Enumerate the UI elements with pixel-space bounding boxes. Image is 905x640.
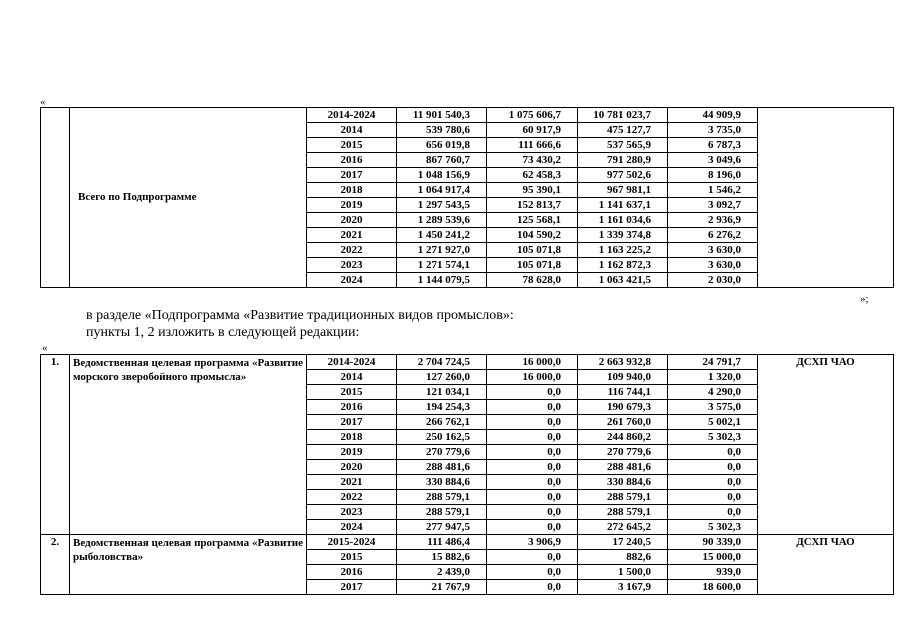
- value-cell: 0,0: [487, 565, 578, 580]
- period-cell: 2023: [307, 505, 397, 520]
- value-cell: 0,0: [487, 445, 578, 460]
- value-cell: 1 163 225,2: [578, 243, 668, 258]
- value-cell: 10 781 023,7: [578, 108, 668, 123]
- value-cell: 121 034,1: [397, 385, 487, 400]
- period-cell: 2016: [307, 153, 397, 168]
- value-cell: 250 162,5: [397, 430, 487, 445]
- value-cell: 111 486,4: [397, 535, 487, 550]
- period-cell: 2015: [307, 385, 397, 400]
- period-cell: 2014-2024: [307, 355, 397, 370]
- value-cell: 330 884,6: [397, 475, 487, 490]
- value-cell: 105 071,8: [487, 258, 578, 273]
- value-cell: 330 884,6: [578, 475, 668, 490]
- value-cell: 125 568,1: [487, 213, 578, 228]
- value-cell: 656 019,8: [397, 138, 487, 153]
- value-cell: 5 302,3: [668, 430, 758, 445]
- value-cell: 1 063 421,5: [578, 273, 668, 288]
- value-cell: 3 092,7: [668, 198, 758, 213]
- value-cell: 939,0: [668, 565, 758, 580]
- value-cell: 1 546,2: [668, 183, 758, 198]
- value-cell: 1 144 079,5: [397, 273, 487, 288]
- value-cell: 272 645,2: [578, 520, 668, 535]
- value-cell: 867 760,7: [397, 153, 487, 168]
- value-cell: 3 735,0: [668, 123, 758, 138]
- value-cell: 190 679,3: [578, 400, 668, 415]
- period-cell: 2024: [307, 520, 397, 535]
- value-cell: 288 579,1: [578, 490, 668, 505]
- period-cell: 2020: [307, 213, 397, 228]
- value-cell: 1 500,0: [578, 565, 668, 580]
- value-cell: 0,0: [487, 385, 578, 400]
- value-cell: 2 663 932,8: [578, 355, 668, 370]
- value-cell: 194 254,3: [397, 400, 487, 415]
- value-cell: 95 390,1: [487, 183, 578, 198]
- period-cell: 2024: [307, 273, 397, 288]
- value-cell: 0,0: [487, 400, 578, 415]
- value-cell: 244 860,2: [578, 430, 668, 445]
- value-cell: 21 767,9: [397, 580, 487, 595]
- value-cell: 261 760,0: [578, 415, 668, 430]
- executor-cell: ДСХП ЧАО: [758, 535, 894, 595]
- value-cell: 2 936,9: [668, 213, 758, 228]
- value-cell: 3 630,0: [668, 258, 758, 273]
- value-cell: 0,0: [668, 460, 758, 475]
- value-cell: 2 030,0: [668, 273, 758, 288]
- value-cell: 0,0: [487, 415, 578, 430]
- value-cell: 1 161 034,6: [578, 213, 668, 228]
- value-cell: 1 075 606,7: [487, 108, 578, 123]
- value-cell: 3 575,0: [668, 400, 758, 415]
- value-cell: 537 565,9: [578, 138, 668, 153]
- value-cell: 78 628,0: [487, 273, 578, 288]
- executor-cell: [758, 108, 894, 288]
- value-cell: 60 917,9: [487, 123, 578, 138]
- value-cell: 152 813,7: [487, 198, 578, 213]
- value-cell: 6 276,2: [668, 228, 758, 243]
- value-cell: 109 940,0: [578, 370, 668, 385]
- value-cell: 44 909,9: [668, 108, 758, 123]
- value-cell: 1 162 872,3: [578, 258, 668, 273]
- value-cell: 1 289 539,6: [397, 213, 487, 228]
- instruction-line: пункты 1, 2 изложить в следующей редакции:: [86, 325, 360, 340]
- item-number: 2.: [41, 535, 70, 595]
- value-cell: 0,0: [487, 460, 578, 475]
- value-cell: 0,0: [668, 475, 758, 490]
- value-cell: 15 000,0: [668, 550, 758, 565]
- value-cell: 16 000,0: [487, 355, 578, 370]
- period-cell: 2021: [307, 475, 397, 490]
- program-title: Ведомственная целевая программа «Развитие рыболовства»: [70, 535, 307, 595]
- value-cell: 127 260,0: [397, 370, 487, 385]
- value-cell: 2 704 724,5: [397, 355, 487, 370]
- value-cell: 17 240,5: [578, 535, 668, 550]
- value-cell: 0,0: [668, 445, 758, 460]
- value-cell: 0,0: [668, 490, 758, 505]
- value-cell: 3 906,9: [487, 535, 578, 550]
- value-cell: 116 744,1: [578, 385, 668, 400]
- value-cell: 270 779,6: [397, 445, 487, 460]
- opening-quote-2: «: [42, 342, 48, 354]
- value-cell: 0,0: [487, 520, 578, 535]
- value-cell: 277 947,5: [397, 520, 487, 535]
- period-cell: 2016: [307, 400, 397, 415]
- value-cell: 73 430,2: [487, 153, 578, 168]
- period-cell: 2014-2024: [307, 108, 397, 123]
- value-cell: 0,0: [487, 505, 578, 520]
- period-cell: 2016: [307, 565, 397, 580]
- value-cell: 1 450 241,2: [397, 228, 487, 243]
- value-cell: 288 579,1: [578, 505, 668, 520]
- value-cell: 1 271 574,1: [397, 258, 487, 273]
- value-cell: 0,0: [668, 505, 758, 520]
- value-cell: 0,0: [487, 580, 578, 595]
- period-cell: 2022: [307, 243, 397, 258]
- value-cell: 882,6: [578, 550, 668, 565]
- value-cell: 288 481,6: [578, 460, 668, 475]
- value-cell: 3 049,6: [668, 153, 758, 168]
- value-cell: 791 280,9: [578, 153, 668, 168]
- period-cell: 2018: [307, 430, 397, 445]
- value-cell: 0,0: [487, 490, 578, 505]
- value-cell: 3 630,0: [668, 243, 758, 258]
- value-cell: 270 779,6: [578, 445, 668, 460]
- value-cell: 1 320,0: [668, 370, 758, 385]
- value-cell: 266 762,1: [397, 415, 487, 430]
- period-cell: 2023: [307, 258, 397, 273]
- value-cell: 2 439,0: [397, 565, 487, 580]
- value-cell: 1 141 637,1: [578, 198, 668, 213]
- value-cell: 6 787,3: [668, 138, 758, 153]
- period-cell: 2017: [307, 168, 397, 183]
- value-cell: 539 780,6: [397, 123, 487, 138]
- value-cell: 0,0: [487, 430, 578, 445]
- value-cell: 24 791,7: [668, 355, 758, 370]
- value-cell: 967 981,1: [578, 183, 668, 198]
- period-cell: 2020: [307, 460, 397, 475]
- period-cell: 2019: [307, 198, 397, 213]
- value-cell: 288 481,6: [397, 460, 487, 475]
- period-cell: 2015: [307, 550, 397, 565]
- value-cell: 288 579,1: [397, 490, 487, 505]
- value-cell: 15 882,6: [397, 550, 487, 565]
- value-cell: 0,0: [487, 475, 578, 490]
- value-cell: 475 127,7: [578, 123, 668, 138]
- value-cell: 11 901 540,3: [397, 108, 487, 123]
- value-cell: 111 666,6: [487, 138, 578, 153]
- value-cell: 4 290,0: [668, 385, 758, 400]
- executor-cell: ДСХП ЧАО: [758, 355, 894, 535]
- value-cell: 977 502,6: [578, 168, 668, 183]
- period-cell: 2018: [307, 183, 397, 198]
- value-cell: 18 600,0: [668, 580, 758, 595]
- value-cell: 288 579,1: [397, 505, 487, 520]
- row-number-cell: [41, 108, 70, 288]
- subprogram-measures-table: [40, 354, 894, 595]
- period-cell: 2015: [307, 138, 397, 153]
- period-cell: 2019: [307, 445, 397, 460]
- value-cell: 1 048 156,9: [397, 168, 487, 183]
- table-row: [41, 355, 894, 370]
- value-cell: 16 000,0: [487, 370, 578, 385]
- value-cell: 62 458,3: [487, 168, 578, 183]
- subprogram-total-table: [40, 107, 894, 288]
- period-cell: 2022: [307, 490, 397, 505]
- period-cell: 2021: [307, 228, 397, 243]
- section-reference-line: в разделе «Подпрограмма «Развитие традиционных видов промыслов»:: [86, 308, 514, 323]
- opening-quote-1: «: [40, 96, 46, 108]
- value-cell: 1 297 543,5: [397, 198, 487, 213]
- period-cell: 2014: [307, 370, 397, 385]
- subprogram-total-label: Всего по Подпрограмме: [70, 108, 307, 288]
- value-cell: 3 167,9: [578, 580, 668, 595]
- closing-quote: »;: [860, 293, 869, 305]
- value-cell: 5 002,1: [668, 415, 758, 430]
- period-cell: 2017: [307, 580, 397, 595]
- value-cell: 104 590,2: [487, 228, 578, 243]
- value-cell: 1 271 927,0: [397, 243, 487, 258]
- value-cell: 105 071,8: [487, 243, 578, 258]
- program-title: Ведомственная целевая программа «Развитие морского зверобойного промысла»: [70, 355, 307, 535]
- value-cell: 0,0: [487, 550, 578, 565]
- table-row: [41, 108, 894, 123]
- table-row: [41, 535, 894, 550]
- value-cell: 5 302,3: [668, 520, 758, 535]
- value-cell: 1 064 917,4: [397, 183, 487, 198]
- period-cell: 2015-2024: [307, 535, 397, 550]
- value-cell: 1 339 374,8: [578, 228, 668, 243]
- item-number: 1.: [41, 355, 70, 535]
- period-cell: 2014: [307, 123, 397, 138]
- period-cell: 2017: [307, 415, 397, 430]
- value-cell: 8 196,0: [668, 168, 758, 183]
- value-cell: 90 339,0: [668, 535, 758, 550]
